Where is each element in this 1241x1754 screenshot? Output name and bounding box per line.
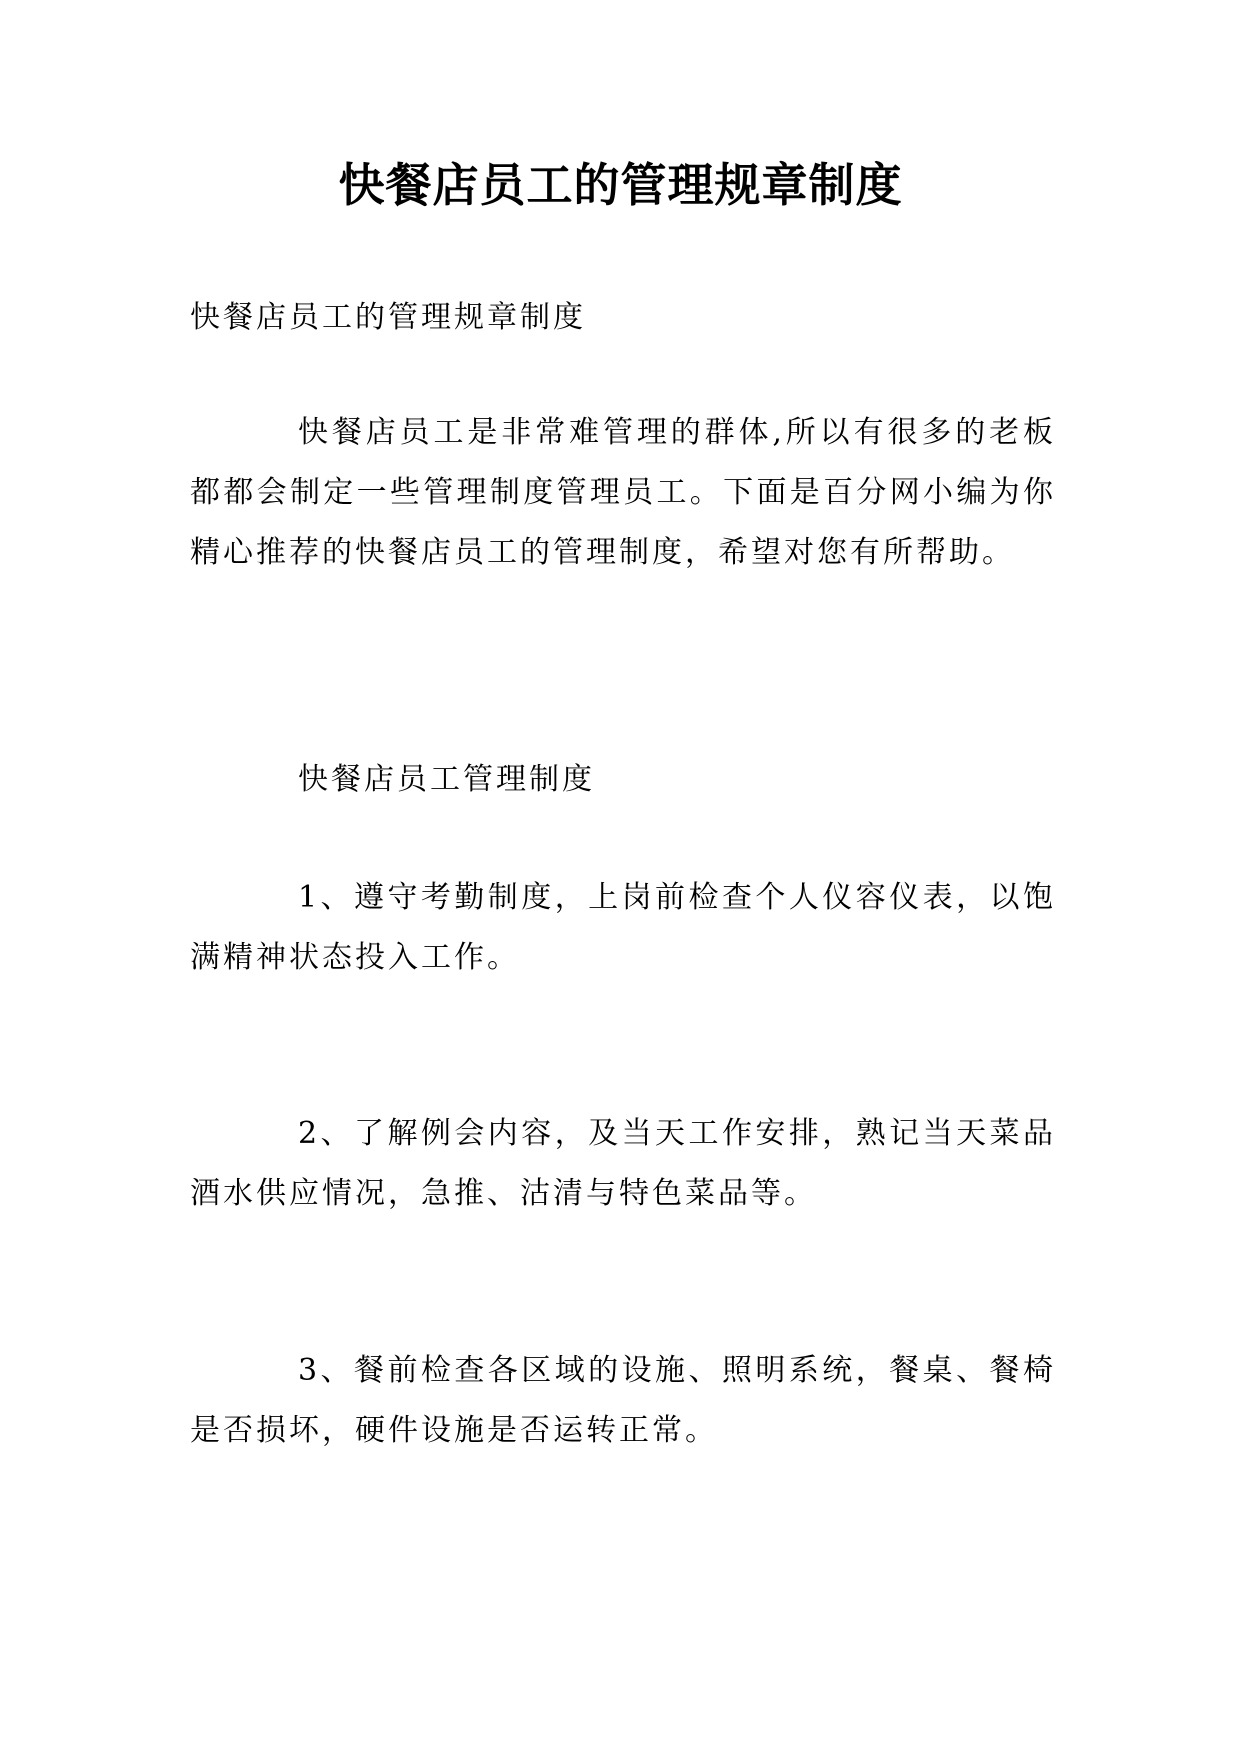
rule-item-2: 2、了解例会内容，及当天工作安排，熟记当天菜品酒水供应情况，急推、沽清与特色菜品等。: [190, 1116, 1056, 1211]
rule-item-3: 3、餐前检查各区域的设施、照明系统，餐桌、餐椅是否损坏，硬件设施是否运转正常。: [190, 1353, 1056, 1448]
intro-paragraph: 快餐店员工是非常难管理的群体,所以有很多的老板都都会制定一些管理制度管理员工。下面是百分网小编为你精心推荐的快餐店员工的管理制度，希望对您有所帮助。: [190, 415, 1056, 570]
document-title: 快餐店员工的管理规章制度: [338, 158, 903, 212]
document-subtitle: 快餐店员工的管理规章制度: [190, 300, 586, 335]
rule-item-1: 1、遵守考勤制度，上岗前检查个人仪容仪表，以饱满精神状态投入工作。: [190, 880, 1056, 975]
section-heading: 快餐店员工管理制度: [298, 762, 595, 797]
